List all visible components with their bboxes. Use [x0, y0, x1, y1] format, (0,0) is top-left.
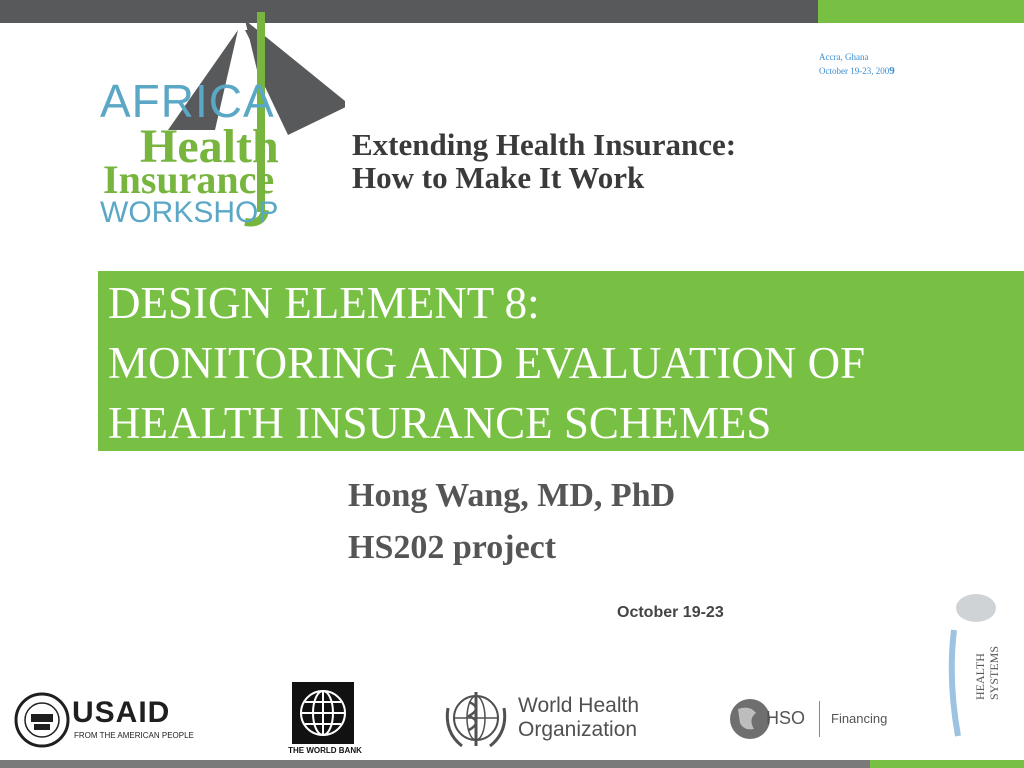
top-bar-green [818, 0, 1024, 23]
slide-title-line3: HEALTH INSURANCE SCHEMES [108, 398, 772, 448]
usaid-logo [14, 690, 194, 750]
logo-africa: AFRICA [100, 75, 275, 127]
hs-logo-line1: HEALTH [973, 653, 987, 700]
logo-insurance: Insurance [103, 157, 275, 202]
usaid-name: USAID [72, 696, 171, 729]
usaid-tagline: FROM THE AMERICAN PEOPLE [74, 731, 194, 740]
hso-financing: Financing [831, 711, 888, 726]
who-name [518, 694, 639, 742]
slide-title-line1: DESIGN ELEMENT 8: [108, 278, 540, 328]
workshop-logo [95, 10, 345, 228]
presenter-block [348, 470, 675, 574]
who-name-line1: World Health [518, 694, 639, 717]
event-location: Accra, Ghana [819, 52, 869, 62]
world-bank-name: THE WORLD BANK [288, 746, 362, 755]
event-dates-suffix: 9 [889, 65, 895, 77]
event-info [819, 50, 895, 78]
world-bank-box [292, 682, 354, 744]
slide-title-band [98, 271, 1024, 451]
presenter-name: Hong Wang, MD, PhD [348, 477, 676, 514]
conference-title-line1: Extending Health Insurance: [352, 127, 737, 162]
logo-workshop: WORKSHOP [100, 196, 279, 229]
hso-name: HSO [766, 708, 806, 728]
bottom-bar-gray [0, 760, 870, 768]
event-dates [819, 64, 895, 78]
conference-title [352, 128, 736, 194]
hs-logo-line2: SYSTEMS [987, 645, 1001, 700]
conference-title-line2: How to Make It Work [352, 160, 645, 195]
globe-icon [292, 682, 354, 744]
logo-health: Health [140, 120, 279, 173]
who-emblem-icon [442, 688, 510, 752]
hso-logo [728, 695, 908, 743]
world-bank-logo [280, 682, 370, 762]
usaid-seal-icon [14, 692, 70, 748]
hso-divider [819, 701, 820, 737]
health-systems-icon [946, 590, 1006, 740]
presenter-project: HS202 project [348, 529, 557, 566]
who-logo [442, 688, 662, 752]
event-dates-prefix: October 19-23, 200 [819, 66, 890, 76]
bottom-bar-green [870, 760, 1024, 768]
presentation-date: October 19-23 [617, 604, 724, 621]
who-name-line2: Organization [518, 718, 638, 741]
hso-globe-icon [728, 695, 770, 743]
health-systems-logo [946, 590, 1006, 740]
slide-title-line2: MONITORING AND EVALUATION OF [108, 338, 866, 388]
